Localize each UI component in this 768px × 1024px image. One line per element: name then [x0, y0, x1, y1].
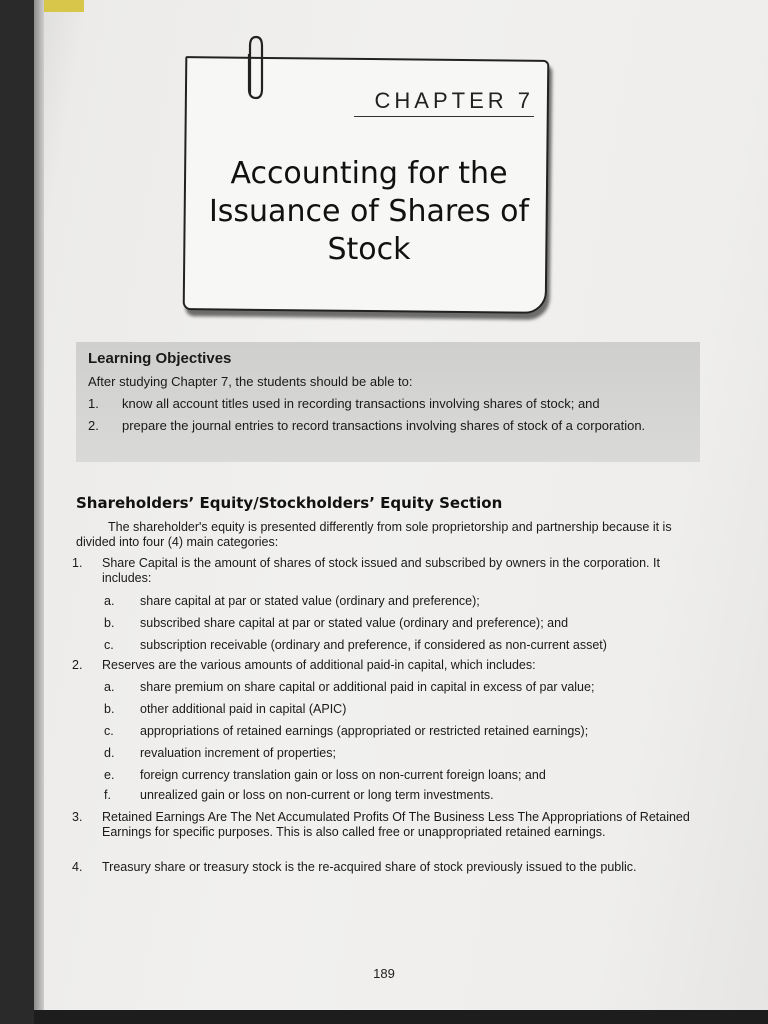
category-item [72, 810, 702, 840]
sub-item-text: revaluation increment of properties; [140, 746, 336, 760]
objective-item [88, 396, 698, 411]
sub-item-letter: f. [104, 788, 111, 802]
sub-item [104, 788, 694, 803]
category-text: Reserves are the various amounts of additional paid-in capital, which includes: [102, 658, 536, 672]
section-heading: Shareholders’ Equity/Stockholders’ Equity Section [76, 494, 503, 512]
sub-item-text: subscription receivable (ordinary and preference, if considered as non-current asset) [140, 638, 607, 652]
learning-objectives-box [76, 342, 700, 462]
objective-item [88, 418, 698, 433]
chapter-title: Accounting for the Issuance of Shares of Stock [208, 156, 530, 267]
sub-item [104, 702, 694, 717]
objectives-intro: After studying Chapter 7, the students should be able to: [88, 374, 413, 389]
category-number: 4. [72, 860, 83, 874]
objective-number: 1. [88, 396, 99, 411]
objectives-heading: Learning Objectives [88, 350, 232, 367]
sub-item-letter: a. [104, 680, 115, 694]
sub-item [104, 616, 694, 631]
paperclip-icon [240, 34, 272, 104]
category-text: Share Capital is the amount of shares of stock issued and subscribed by owners in the corporation. It includes: [102, 556, 660, 585]
sub-item-text: other additional paid in capital (APIC) [140, 702, 347, 716]
category-item [72, 658, 702, 673]
sub-item [104, 638, 694, 653]
sub-item-letter: a. [104, 594, 115, 608]
sub-item-letter: c. [104, 724, 114, 738]
book-spine-shadow [34, 0, 44, 1010]
section-intro: The shareholder's equity is presented differently from sole proprietorship and partnership because it is divided into four (4) main categories: [76, 520, 672, 549]
category-number: 2. [72, 658, 83, 672]
sub-item-letter: d. [104, 746, 115, 760]
sub-item-text: foreign currency translation gain or loss on non-current foreign loans; and [140, 768, 546, 782]
book-page [34, 0, 768, 1010]
category-number: 3. [72, 810, 83, 824]
sub-item [104, 768, 694, 783]
sub-item-text: share premium on share capital or additional paid in capital in excess of par value; [140, 680, 595, 694]
sub-item [104, 680, 694, 695]
category-item [72, 556, 702, 586]
sub-item-letter: c. [104, 638, 114, 652]
sub-item-text: share capital at par or stated value (ordinary and preference); [140, 594, 480, 608]
sub-item-letter: b. [104, 702, 115, 716]
objective-text: prepare the journal entries to record transactions involving shares of stock of a corporation. [122, 418, 646, 433]
sub-item-text: subscribed share capital at par or stated value (ordinary and preference); and [140, 616, 569, 630]
category-number: 1. [72, 556, 83, 570]
sub-item-text: unrealized gain or loss on non-current or long term investments. [140, 788, 494, 802]
sub-item [104, 746, 694, 761]
category-text: Retained Earnings Are The Net Accumulated Profits Of The Business Less The Appropriations of Retained Earnings for specific purposes. This is also called free or unappropriated retained earnings. [102, 810, 690, 839]
chapter-label: CHAPTER 7 [354, 88, 534, 117]
objective-text: know all account titles used in recording transactions involving shares of stock; and [122, 396, 600, 411]
sub-item-text: appropriations of retained earnings (appropriated or restricted retained earnings); [140, 724, 589, 738]
category-text: Treasury share or treasury stock is the re-acquired share of stock previously issued to the public. [102, 860, 637, 874]
category-item [72, 860, 702, 875]
objective-number: 2. [88, 418, 99, 433]
sub-item-letter: e. [104, 768, 115, 782]
sub-item-letter: b. [104, 616, 115, 630]
sub-item [104, 724, 694, 739]
page-number: 189 [373, 966, 395, 981]
page-bottom-shadow [34, 1010, 768, 1024]
sub-item [104, 594, 694, 609]
corner-tab-marker [44, 0, 84, 12]
